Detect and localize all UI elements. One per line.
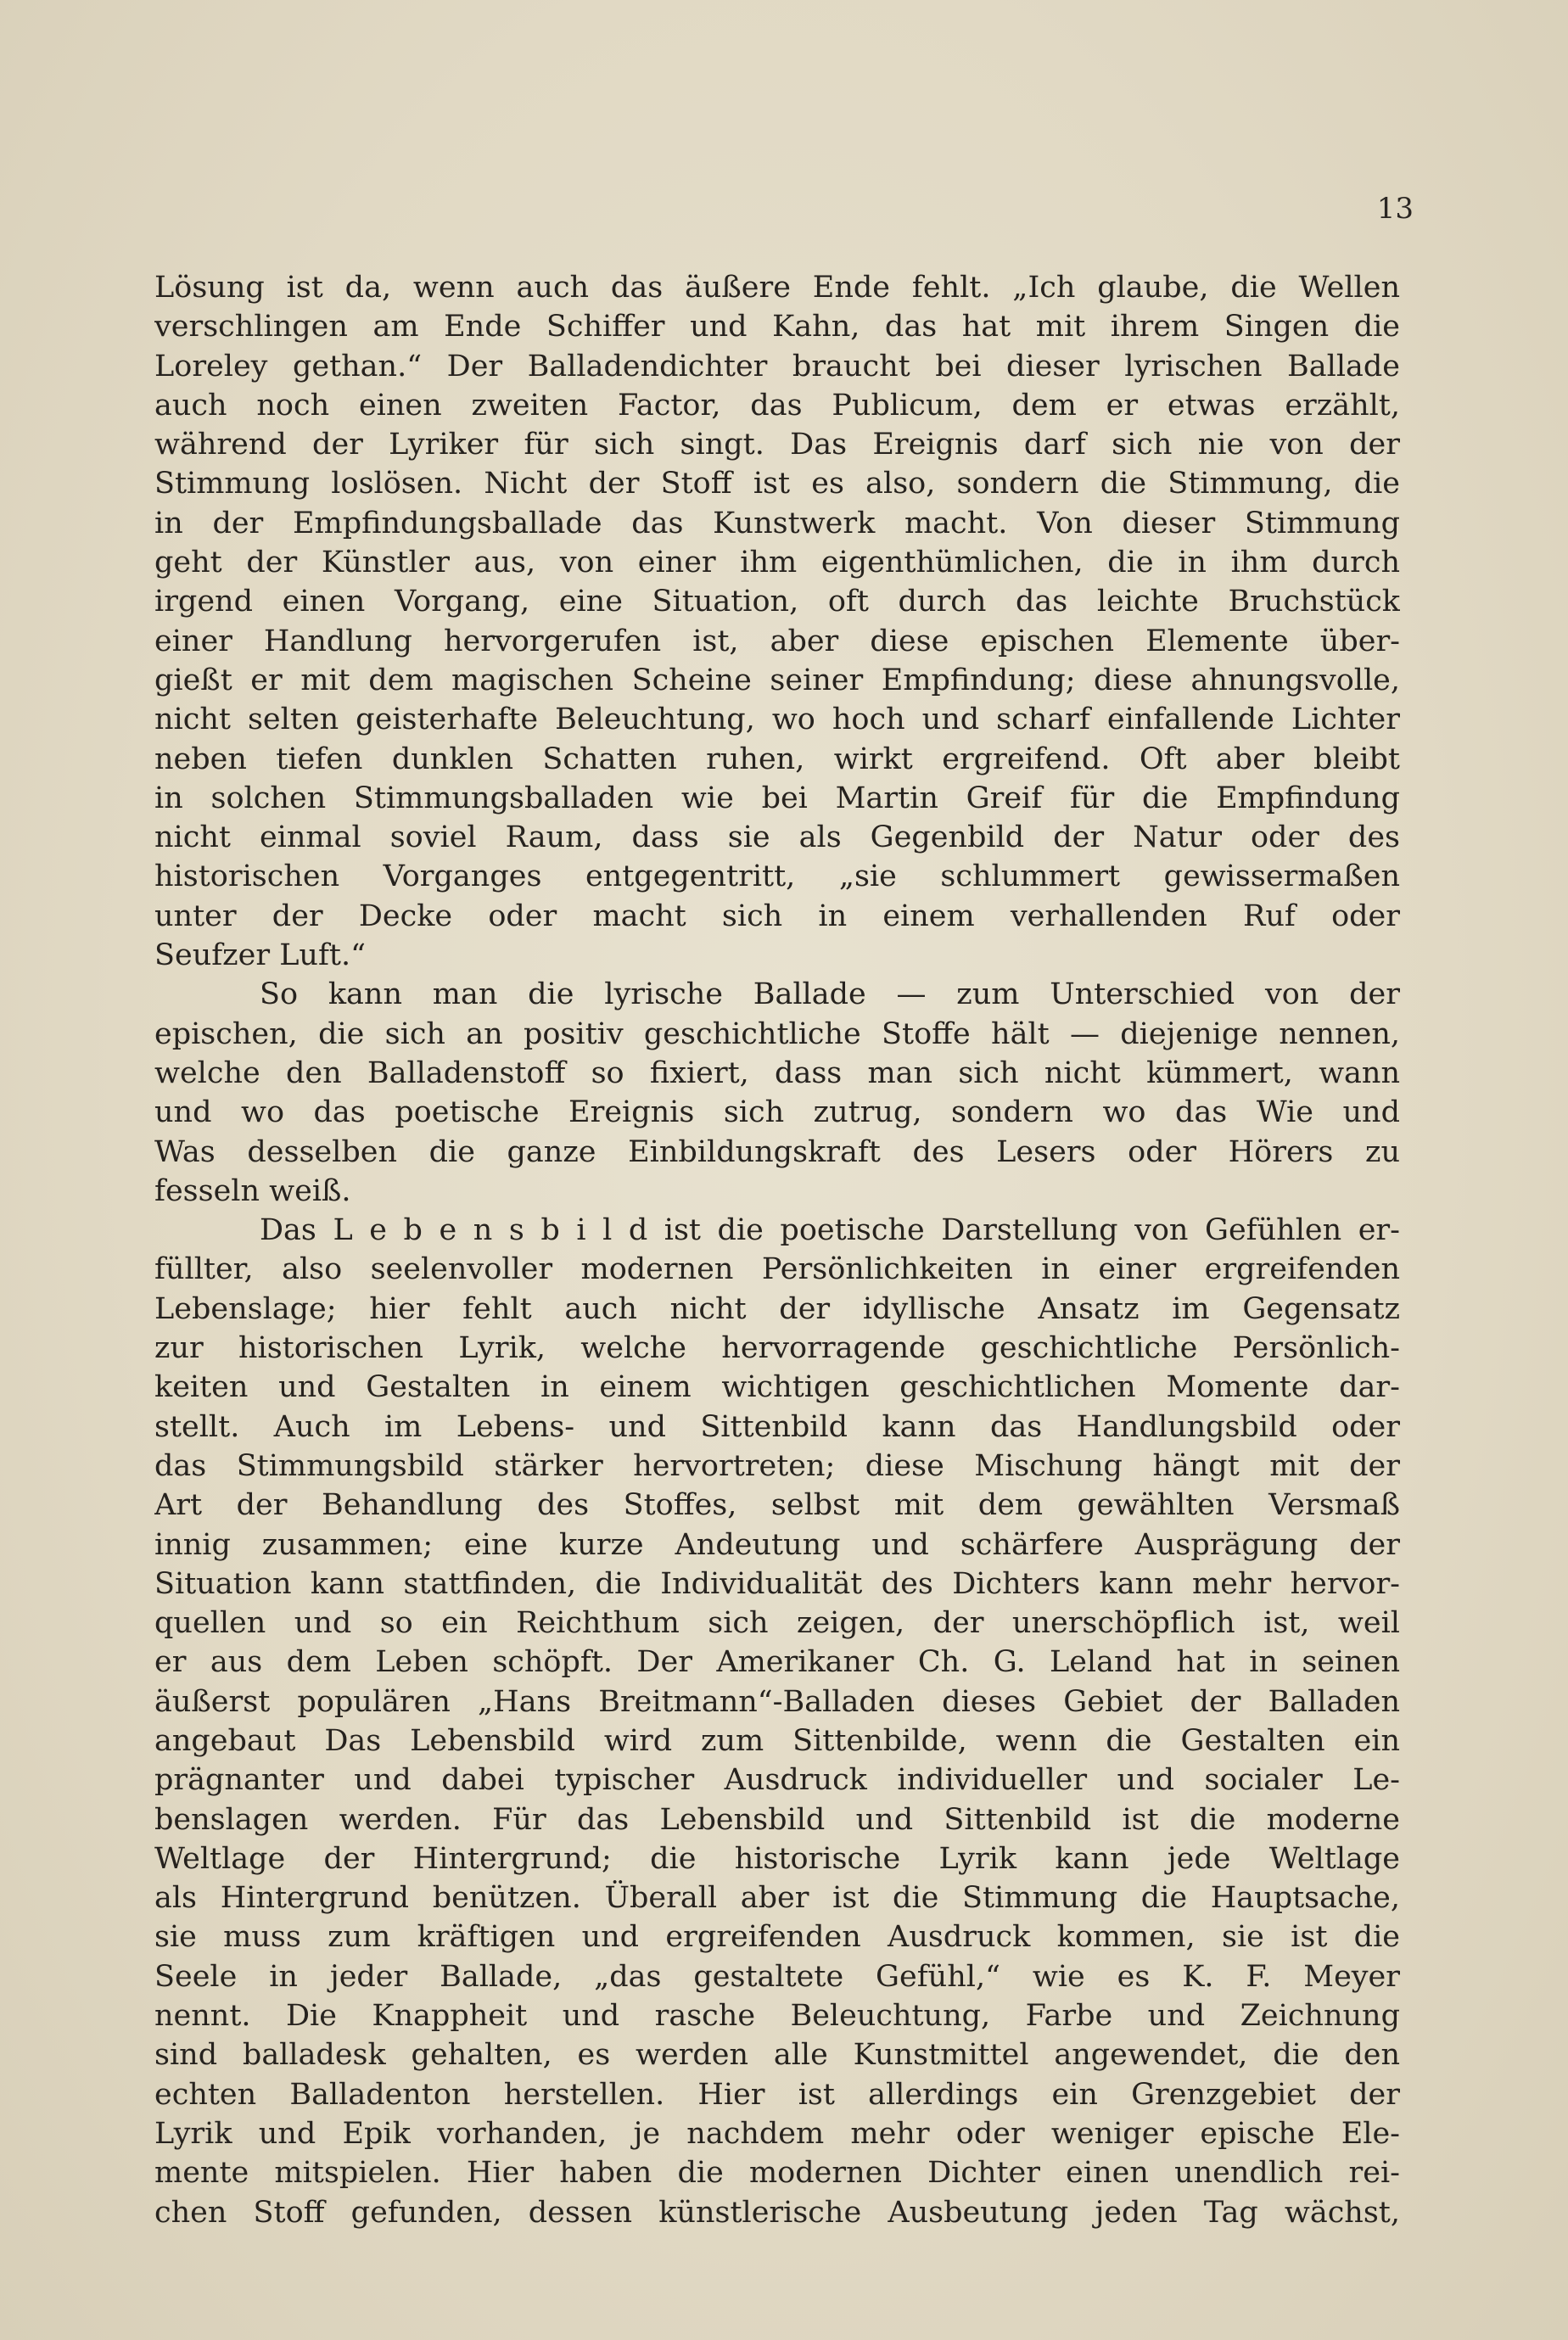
text-line: Weltlage der Hintergrund; die historische Lyrik kann jede Weltlage — [154, 1841, 1400, 1876]
page-number: 13 — [1376, 192, 1414, 226]
text-line: Art der Behandlung des Stoffes, selbst mit dem gewählten Versmaß — [154, 1488, 1400, 1523]
text-line: benslagen werden. Für das Lebensbild und Sittenbild ist die moderne — [154, 1802, 1400, 1837]
text-line: Lyrik und Epik vorhanden, je nachdem mehr oder weniger epische Ele- — [154, 2116, 1400, 2151]
text-line: er aus dem Leben schöpft. Der Amerikaner Ch. G. Leland hat in seinen — [154, 1645, 1400, 1680]
text-line: unter der Decke oder macht sich in einem verhallenden Ruf oder — [154, 898, 1400, 933]
text-line: Lebenslage; hier fehlt auch nicht der idyllische Ansatz im Gegensatz — [154, 1291, 1400, 1326]
text-line: epischen, die sich an positiv geschichtliche Stoffe hält — diejenige nennen, — [154, 1016, 1400, 1051]
text-line: prägnanter und dabei typischer Ausdruck individueller und socialer Le- — [154, 1763, 1400, 1798]
text-line: quellen und so ein Reichthum sich zeigen, der unerschöpflich ist, weil — [154, 1606, 1400, 1641]
text-line: Was desselben die ganze Einbildungskraft des Lesers oder Hörers zu — [154, 1134, 1400, 1169]
text-line: füllter, also seelenvoller modernen Persönlichkeiten in einer ergreifenden — [154, 1252, 1400, 1287]
text-line: So kann man die lyrische Ballade — zum Unterschied von der — [260, 977, 1400, 1012]
text-line: zur historischen Lyrik, welche hervorragende geschichtliche Persönlich- — [154, 1331, 1400, 1366]
text-line: in solchen Stimmungsballaden wie bei Martin Greif für die Empfindung — [154, 781, 1400, 815]
text-line: Loreley gethan.“ Der Balladendichter braucht bei dieser lyrischen Ballade — [154, 349, 1400, 383]
text-line: auch noch einen zweiten Factor, das Publicum, dem er etwas erzählt, — [154, 388, 1400, 423]
text-line: historischen Vorganges entgegentritt, „sie schlummert gewissermaßen — [154, 859, 1400, 894]
text-line: einer Handlung hervorgerufen ist, aber diese epischen Elemente über- — [154, 624, 1400, 658]
text-line: keiten und Gestalten in einem wichtigen geschichtlichen Momente dar- — [154, 1370, 1400, 1405]
text-line: verschlingen am Ende Schiffer und Kahn, das hat mit ihrem Singen die — [154, 310, 1400, 344]
text-line: äußerst populären „Hans Breitmann“-Balladen dieses Gebiet der Balladen — [154, 1684, 1400, 1719]
text-line: Situation kann stattfinden, die Individualität des Dichters kann mehr hervor- — [154, 1566, 1400, 1601]
text-line: stellt. Auch im Lebens- und Sittenbild kann das Handlungsbild oder — [154, 1409, 1400, 1444]
text-line: geht der Künstler aus, von einer ihm eigenthümlichen, die in ihm durch — [154, 546, 1400, 580]
text-line: sie muss zum kräftigen und ergreifenden Ausdruck kommen, sie ist die — [154, 1920, 1400, 1955]
text-line: als Hintergrund benützen. Überall aber ist die Stimmung die Hauptsache, — [154, 1881, 1400, 1916]
text-line: nicht selten geisterhafte Beleuchtung, wo hoch und scharf einfallende Lichter — [154, 703, 1400, 737]
text-line: welche den Balladenstoff so fixiert, dass man sich nicht kümmert, wann — [154, 1055, 1400, 1090]
text-line: in der Empfindungsballade das Kunstwerk macht. Von dieser Stimmung — [154, 506, 1400, 540]
text-line: gießt er mit dem magischen Scheine seiner Empfindung; diese ahnungsvolle, — [154, 663, 1400, 697]
text-line: nennt. Die Knappheit und rasche Beleuchtung, Farbe und Zeichnung — [154, 1999, 1400, 2034]
text-line: fesseln weiß. — [154, 1173, 351, 1208]
text-line: Das L e b e n s b i l d ist die poetische Darstellung von Gefühlen er- — [260, 1213, 1400, 1248]
text-line: sind balladesk gehalten, es werden alle Kunstmittel angewendet, die den — [154, 2038, 1400, 2073]
text-line: und wo das poetische Ereignis sich zutrug, sondern wo das Wie und — [154, 1095, 1400, 1130]
text-line: Seufzer Luft.“ — [154, 938, 367, 973]
text-line: Seele in jeder Ballade, „das gestaltete Gefühl,“ wie es K. F. Meyer — [154, 1959, 1400, 1994]
body-text — [154, 268, 1400, 2232]
text-line: innig zusammen; eine kurze Andeutung und schärfere Ausprägung der — [154, 1527, 1400, 1562]
text-line: chen Stoff gefunden, dessen künstlerische Ausbeutung jeden Tag wächst, — [154, 2195, 1400, 2230]
text-line: Lösung ist da, wenn auch das äußere Ende fehlt. „Ich glaube, die Wellen — [154, 271, 1400, 305]
text-line: nicht einmal soviel Raum, dass sie als Gegenbild der Natur oder des — [154, 820, 1400, 855]
text-line: echten Balladenton herstellen. Hier ist allerdings ein Grenzgebiet der — [154, 2077, 1400, 2112]
text-line: Stimmung loslösen. Nicht der Stoff ist es also, sondern die Stimmung, die — [154, 467, 1400, 501]
text-line: angebaut Das Lebensbild wird zum Sittenbilde, wenn die Gestalten ein — [154, 1723, 1400, 1758]
text-line: während der Lyriker für sich singt. Das Ereignis darf sich nie von der — [154, 428, 1400, 462]
text-line: das Stimmungsbild stärker hervortreten; diese Mischung hängt mit der — [154, 1448, 1400, 1483]
text-line: neben tiefen dunklen Schatten ruhen, wirkt ergreifend. Oft aber bleibt — [154, 742, 1400, 776]
text-line: mente mitspielen. Hier haben die modernen Dichter einen unendlich rei- — [154, 2156, 1400, 2191]
text-line: irgend einen Vorgang, eine Situation, oft durch das leichte Bruchstück — [154, 585, 1400, 619]
